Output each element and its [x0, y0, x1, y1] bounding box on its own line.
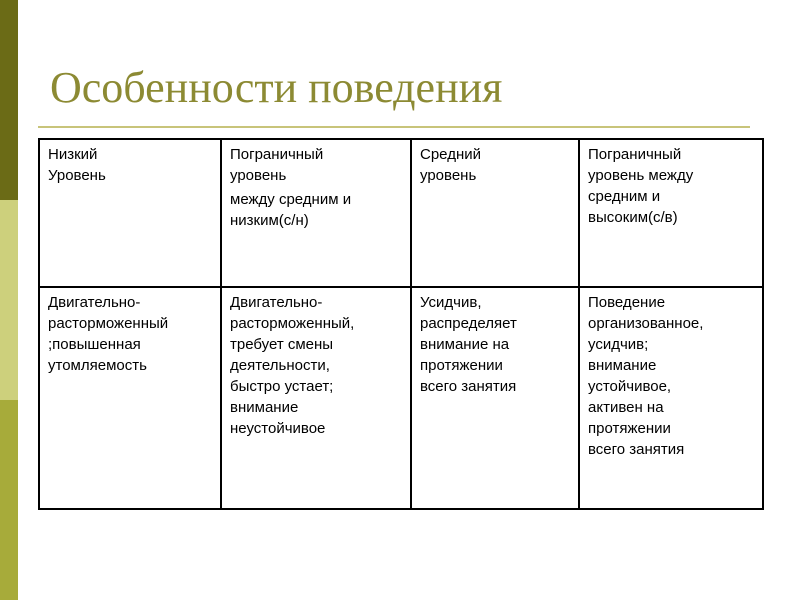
cell-line: усидчив; — [588, 336, 649, 353]
slide-title: Особенности поведения — [50, 63, 503, 112]
cell-line: расторможенный — [48, 315, 169, 332]
row-cell-border-mid-high — [579, 287, 763, 509]
cell-line: неустойчивое — [230, 420, 326, 437]
title-underline — [38, 126, 750, 128]
cell-line: организованное, — [588, 315, 704, 332]
row-cell-border-low-mid — [221, 287, 411, 509]
cell-line: расторможенный, — [230, 315, 355, 332]
cell-line: активен на — [588, 399, 664, 416]
cell-line: Низкий — [48, 146, 98, 163]
cell-line: средним и — [588, 188, 661, 205]
sidebar-band-mid — [0, 400, 18, 600]
cell-line: Пограничный — [588, 146, 682, 163]
header-cell-border-low-mid — [221, 139, 411, 287]
cell-line: внимание на — [420, 336, 510, 353]
cell-line: распределяет — [420, 315, 517, 332]
cell-line: внимание — [230, 399, 299, 416]
cell-line: Уровень — [48, 167, 106, 184]
cell-line: уровень между — [588, 167, 694, 184]
cell-line: ;повышенная — [48, 336, 141, 353]
header-cell-middle — [411, 139, 579, 287]
cell-line: внимание — [588, 357, 657, 374]
cell-line: быстро устает; — [230, 378, 334, 395]
cell-line: утомляемость — [48, 357, 147, 374]
cell-line: протяжении — [588, 420, 671, 437]
cell-line: уровень — [230, 167, 287, 184]
cell-line: протяжении — [420, 357, 503, 374]
cell-line: всего занятия — [420, 378, 517, 395]
cell-line: Двигательно- — [48, 294, 141, 311]
behavior-table — [38, 138, 764, 510]
sidebar-band-dark — [0, 0, 18, 200]
cell-line: между средним и — [230, 191, 352, 208]
cell-line: деятельности, — [230, 357, 330, 374]
row-cell-middle — [411, 287, 579, 509]
cell-line: высоким(с/в) — [588, 209, 678, 226]
header-cell-low — [39, 139, 221, 287]
cell-line: устойчивое, — [588, 378, 672, 395]
cell-line: требует смены — [230, 336, 334, 353]
cell-line: Средний — [420, 146, 481, 163]
sidebar-band-light — [0, 200, 18, 400]
cell-line: уровень — [420, 167, 477, 184]
cell-line: всего занятия — [588, 441, 685, 458]
cell-line: Двигательно- — [230, 294, 323, 311]
row-cell-low — [39, 287, 221, 509]
table-header-row — [39, 139, 763, 287]
table-row — [39, 287, 763, 509]
header-cell-border-mid-high — [579, 139, 763, 287]
cell-line: Пограничный — [230, 146, 324, 163]
cell-line: низким(с/н) — [230, 212, 309, 229]
cell-line: Усидчив, — [420, 294, 482, 311]
cell-line: Поведение — [588, 294, 666, 311]
